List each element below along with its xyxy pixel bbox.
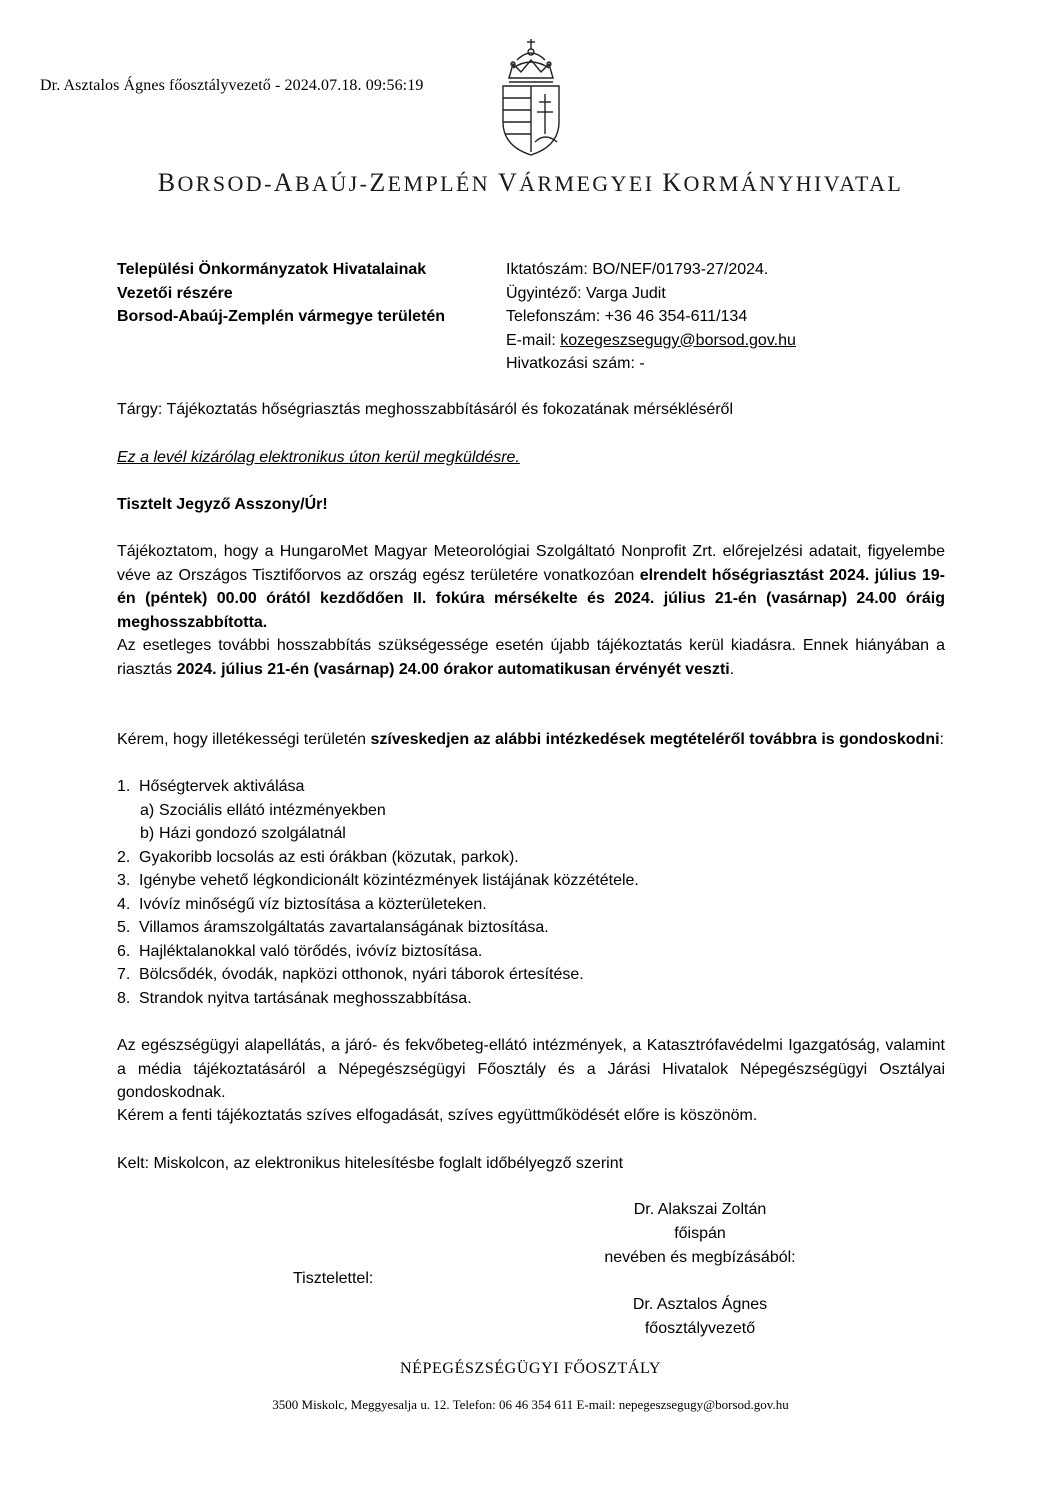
issuer-name: Dr. Asztalos Ágnes [632, 1296, 768, 1313]
case-officer: Ügyintéző: Varga Judit [506, 284, 666, 302]
office-name-heading: BORSOD-ABAÚJ-ZEMPLÉN VÁRMEGYEI KORMÁNYHIVATAL [157, 168, 904, 197]
measures-list [117, 775, 945, 1010]
recipient-line: Települési Önkormányzatok Hivatalainak [117, 261, 427, 278]
signatory-title: főispán [674, 1225, 726, 1242]
recipient-block [117, 258, 445, 329]
list-item: 4. Ivóvíz minőségű víz biztosítása a közterületeken. [117, 895, 487, 913]
reference-block [506, 258, 796, 376]
paragraph-heat-alert: Tájékoztatom, hogy a HungaroMet Magyar Meteorológiai Szolgáltató Nonprofit Zrt. előrejelzési adatait, figyelembe véve az Országos Tisztifőorvos az ország egész területére vonatkozóan elrendelt hőségriasztást 2024. július 19-én (péntek) 00.00 órától kezdődően II. fokúra mérsékelte és 2024. július 21-én (vasárnap) 24.00 óráig meghosszabbította. [117, 543, 946, 631]
email-link[interactable]: kozegeszsegugy@borsod.gov.hu [560, 331, 796, 349]
issuer-block [550, 1293, 850, 1341]
signatory-block [550, 1198, 850, 1270]
electronic-delivery-notice: Ez a levél kizárólag elektronikus úton kerül megküldésre. [117, 449, 520, 466]
list-item: 6. Hajléktalanokkal való törődés, ivóvíz biztosítása. [117, 942, 483, 960]
recipient-line: Vezetői részére [117, 284, 233, 302]
paragraph-thanks: Kérem a fenti tájékoztatás szíves elfogadását, szíves együttműködését előre is köszönöm. [117, 1107, 758, 1124]
list-item: b) Házi gondozó szolgálatnál [140, 825, 346, 842]
recipient-line: Borsod-Abaúj-Zemplén vármegye területén [117, 308, 446, 325]
list-item: 3. Igénybe vehető légkondicionált közintézmények listájának közzététele. [117, 872, 639, 889]
list-item: 5. Villamos áramszolgáltatás zavartalanságának biztosítása. [117, 919, 549, 936]
signatory-name: Dr. Alakszai Zoltán [633, 1201, 767, 1218]
closing-regards: Tisztelettel: [293, 1270, 374, 1287]
on-behalf-text: nevében és megbízásából: [604, 1249, 796, 1266]
paragraph-extension: Az esetleges további hosszabbítás szükségessége esetén újabb tájékoztatás kerül kiadásra. Ennek hiányában a riasztás 2024. július 21-én (vasárnap) 24.00 órakor automatikusan érvényét veszti. [117, 637, 945, 678]
signature-timestamp: Dr. Asztalos Ágnes főosztályvezető - 2024.07.18. 09:56:19 [40, 77, 424, 94]
list-item: 1. Hőségtervek aktiválása [117, 778, 305, 795]
list-item: a) Szociális ellátó intézményekben [140, 801, 386, 819]
file-number: Iktatószám: BO/NEF/01793-27/2024. [506, 261, 769, 278]
paragraph-coordination: Az egészségügyi alapellátás, a járó- és fekvőbeteg-ellátó intézmények, a Katasztrófavédelmi Igazgatóság, valamint a média tájékoztatásáról a Népegészségügyi Főosztály és a Járási Hivatalok Népegészségügyi Osztályai gondoskodnak. [117, 1037, 945, 1101]
salutation: Tisztelt Jegyző Asszony/Úr! [117, 496, 328, 513]
list-item: 2. Gyakoribb locsolás az esti órákban (közutak, parkok). [117, 848, 519, 866]
phone-number: Telefonszám: +36 46 354-611/134 [506, 308, 748, 325]
footer-address: 3500 Miskolc, Meggyesalja u. 12. Telefon: 06 46 354 611 E-mail: nepegeszsegugy@borsod.gov.hu [272, 1397, 789, 1412]
list-item: 7. Bölcsődék, óvodák, napközi otthonok, nyári táborok értesítése. [117, 966, 584, 983]
subject-line: Tárgy: Tájékoztatás hőségriasztás meghosszabbításáról és fokozatának mérsékléséről [117, 401, 734, 418]
list-item: 8. Strandok nyitva tartásának meghosszabbítása. [117, 989, 472, 1007]
reference-number: Hivatkozási szám: - [506, 355, 645, 372]
paragraph-request: Kérem, hogy illetékességi területén szíveskedjen az alábbi intézkedések megtételéről továbbra is gondoskodni: [117, 731, 944, 748]
coat-of-arms-icon [497, 38, 565, 156]
email-line: E-mail: kozegeszsegugy@borsod.gov.hu [506, 331, 796, 349]
dated-line: Kelt: Miskolcon, az elektronikus hitelesítésbe foglalt időbélyegző szerint [117, 1155, 624, 1172]
issuer-title: főosztályvezető [644, 1320, 756, 1337]
footer-department: NÉPEGÉSZSÉGÜGYI FŐOSZTÁLY [400, 1360, 661, 1377]
